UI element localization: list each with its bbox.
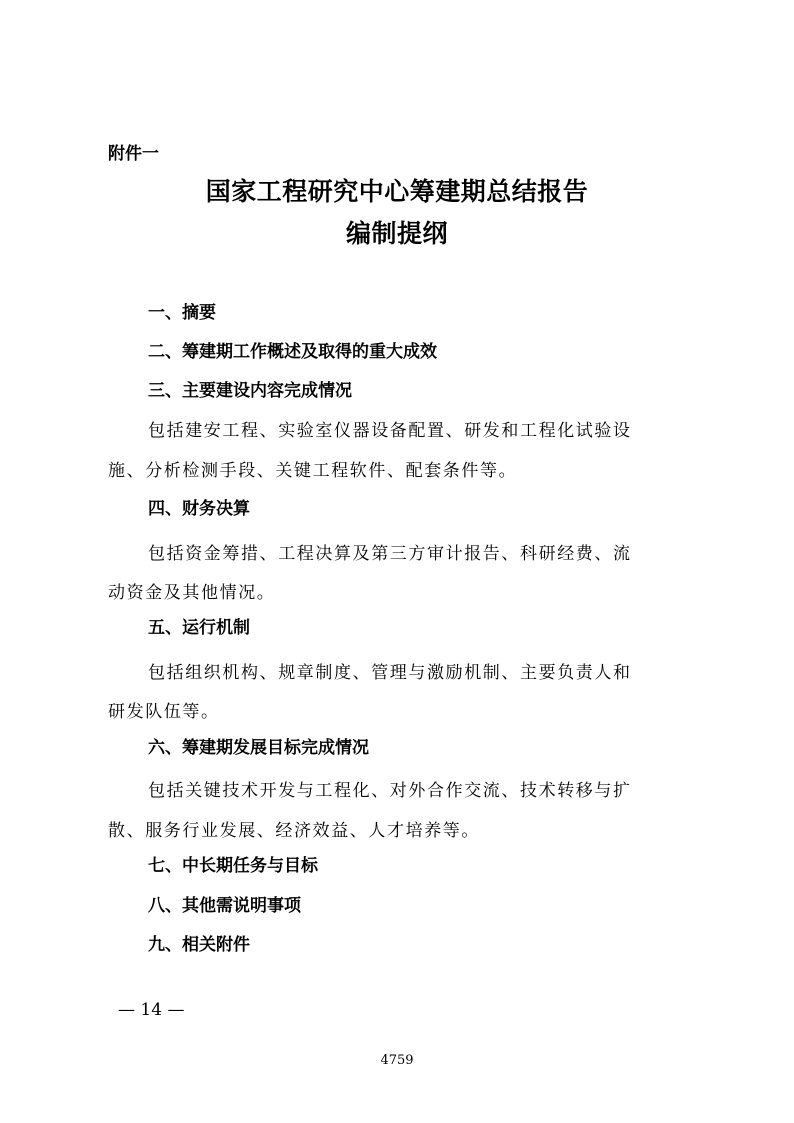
section-heading-construction: 三、主要建设内容完成情况: [148, 381, 352, 401]
section-heading-overview: 二、筹建期工作概述及取得的重大成效: [148, 342, 437, 362]
section-body-line: 包括资金筹措、工程决算及第三方审计报告、科研经费、流: [148, 544, 632, 564]
page-number: — 14 —: [118, 1000, 185, 1020]
section-heading-tasks: 七、中长期任务与目标: [148, 856, 318, 876]
section-heading-finance: 四、财务决算: [148, 499, 250, 519]
section-body-line: 研发队伍等。: [108, 702, 220, 722]
print-number: 4759: [380, 1053, 414, 1068]
section-body-line: 包括组织机构、规章制度、管理与激励机制、主要负责人和: [148, 663, 632, 683]
section-body-line: 散、服务行业发展、经济效益、人才培养等。: [108, 821, 480, 841]
document-title-line2: 编制提纲: [345, 219, 448, 248]
section-body-line: 包括关键技术开发与工程化、对外合作交流、技术转移与扩: [148, 781, 632, 801]
document-title-line1: 国家工程研究中心筹建期总结报告: [205, 177, 589, 206]
section-body-line: 包括建安工程、实验室仪器设备配置、研发和工程化试验设: [148, 421, 632, 441]
section-heading-other: 八、其他需说明事项: [148, 896, 301, 916]
section-heading-goals: 六、筹建期发展目标完成情况: [148, 738, 369, 758]
attachment-label: 附件一: [108, 144, 159, 164]
section-heading-summary: 一、摘要: [148, 303, 216, 323]
section-heading-operation: 五、运行机制: [148, 618, 250, 638]
section-body-line: 动资金及其他情况。: [108, 583, 276, 603]
section-body-line: 施、分析检测手段、关键工程软件、配套条件等。: [108, 461, 518, 481]
section-heading-attachments: 九、相关附件: [148, 935, 250, 955]
